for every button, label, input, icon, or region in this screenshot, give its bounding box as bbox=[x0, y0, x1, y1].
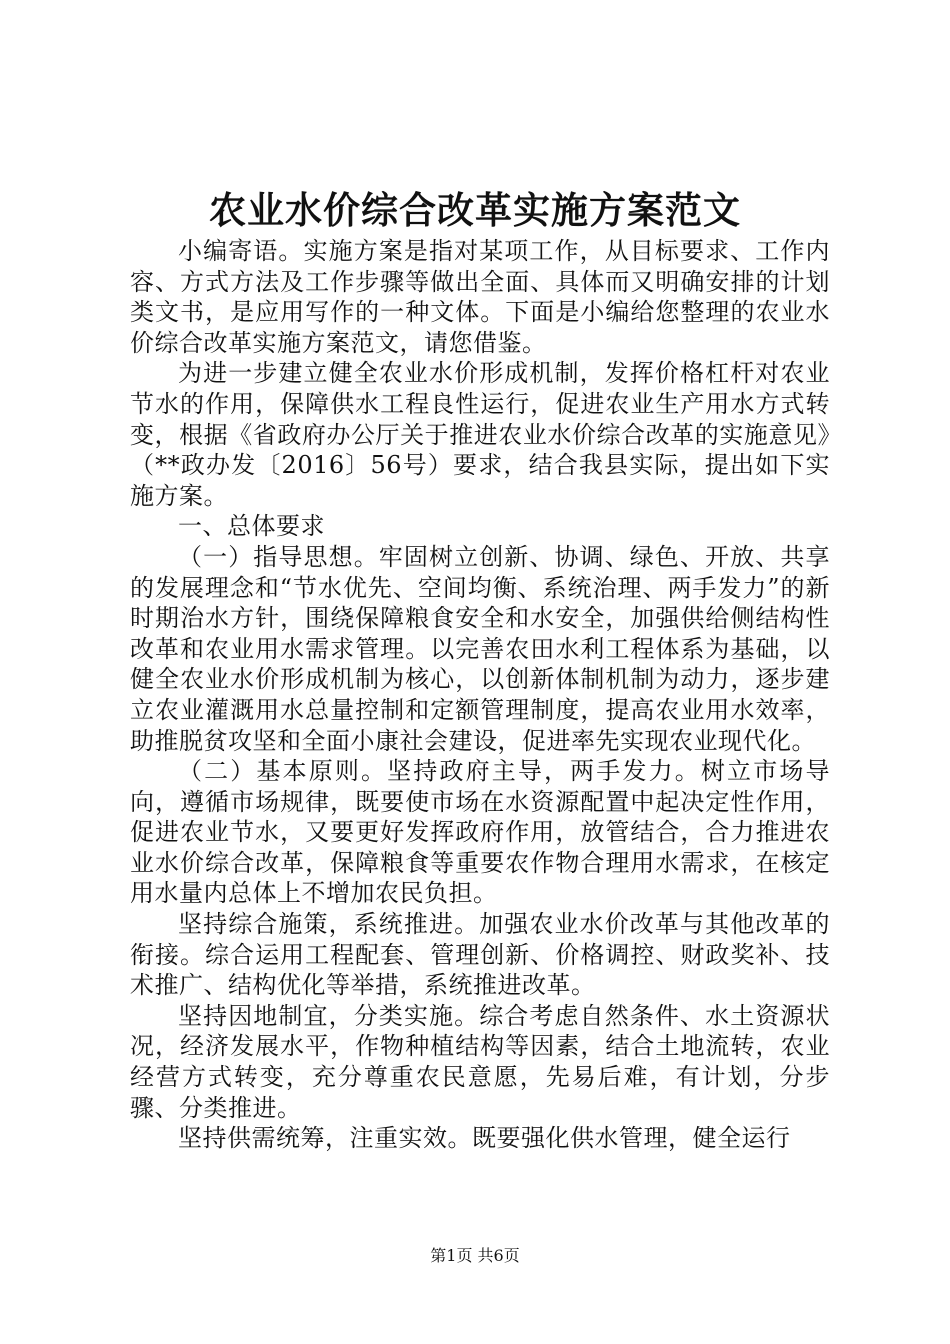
document-body bbox=[130, 236, 830, 1154]
paragraph-comprehensive-measures: 坚持综合施策，系统推进。加强农业水价改革与其他改革的衔接。综合运用工程配套、管理创新、价格调控、财政奖补、技术推广、结构优化等举措，系统推进改革。 bbox=[130, 910, 830, 1000]
paragraph-local-conditions: 坚持因地制宜，分类实施。综合考虑自然条件、水土资源状况，经济发展水平，作物种植结构等因素，结合土地流转，农业经营方式转变，充分尊重农民意愿，先易后难，有计划，分步骤、分类推进。 bbox=[130, 1001, 830, 1122]
section-heading-overall-requirements: 一、总体要求 bbox=[178, 512, 325, 541]
paragraph-purpose: 为进一步建立健全农业水价形成机制，发挥价格杠杆对农业节水的作用，保障供水工程良性运行，促进农业生产用水方式转变，根据《省政府办公厅关于推进农业水价综合改革的实施意见》（**政办发〔2016〕56号）要求，结合我县实际，提出如下实施方案。 bbox=[130, 359, 830, 510]
paragraph-guiding-ideology: （一）指导思想。牢固树立创新、协调、绿色、开放、共享的发展理念和“节水优先、空间均衡、系统治理、两手发力”的新时期治水方针，围绕保障粮食安全和水安全，加强供给侧结构性改革和农业用水需求管理。以完善农田水利工程体系为基础，以健全农业水价形成机制为核心，以创新体制机制为动力，逐步建立农业灌溉用水总量控制和定额管理制度，提高农业用水效率，助推脱贫攻坚和全面小康社会建设，促进率先实现农业现代化。 bbox=[130, 542, 830, 755]
page-footer: 第1页 共6页 bbox=[430, 1246, 520, 1265]
paragraph-basic-principles: （二）基本原则。坚持政府主导，两手发力。树立市场导向，遵循市场规律，既要使市场在水资源配置中起决定性作用，促进农业节水，又要更好发挥政府作用，放管结合，合力推进农业水价综合改革，保障粮食等重要农作物合理用水需求，在核定用水量内总体上不增加农民负担。 bbox=[130, 757, 830, 908]
document-title: 农业水价综合改革实施方案范文 bbox=[209, 188, 741, 232]
paragraph-supply-demand: 坚持供需统筹，注重实效。既要强化供水管理，健全运行 bbox=[178, 1124, 791, 1153]
paragraph-intro: 小编寄语。实施方案是指对某项工作，从目标要求、工作内容、方式方法及工作步骤等做出全面、具体而又明确安排的计划类文书，是应用写作的一种文体。下面是小编给您整理的农业水价综合改革实施方案范文，请您借鉴。 bbox=[130, 237, 830, 357]
